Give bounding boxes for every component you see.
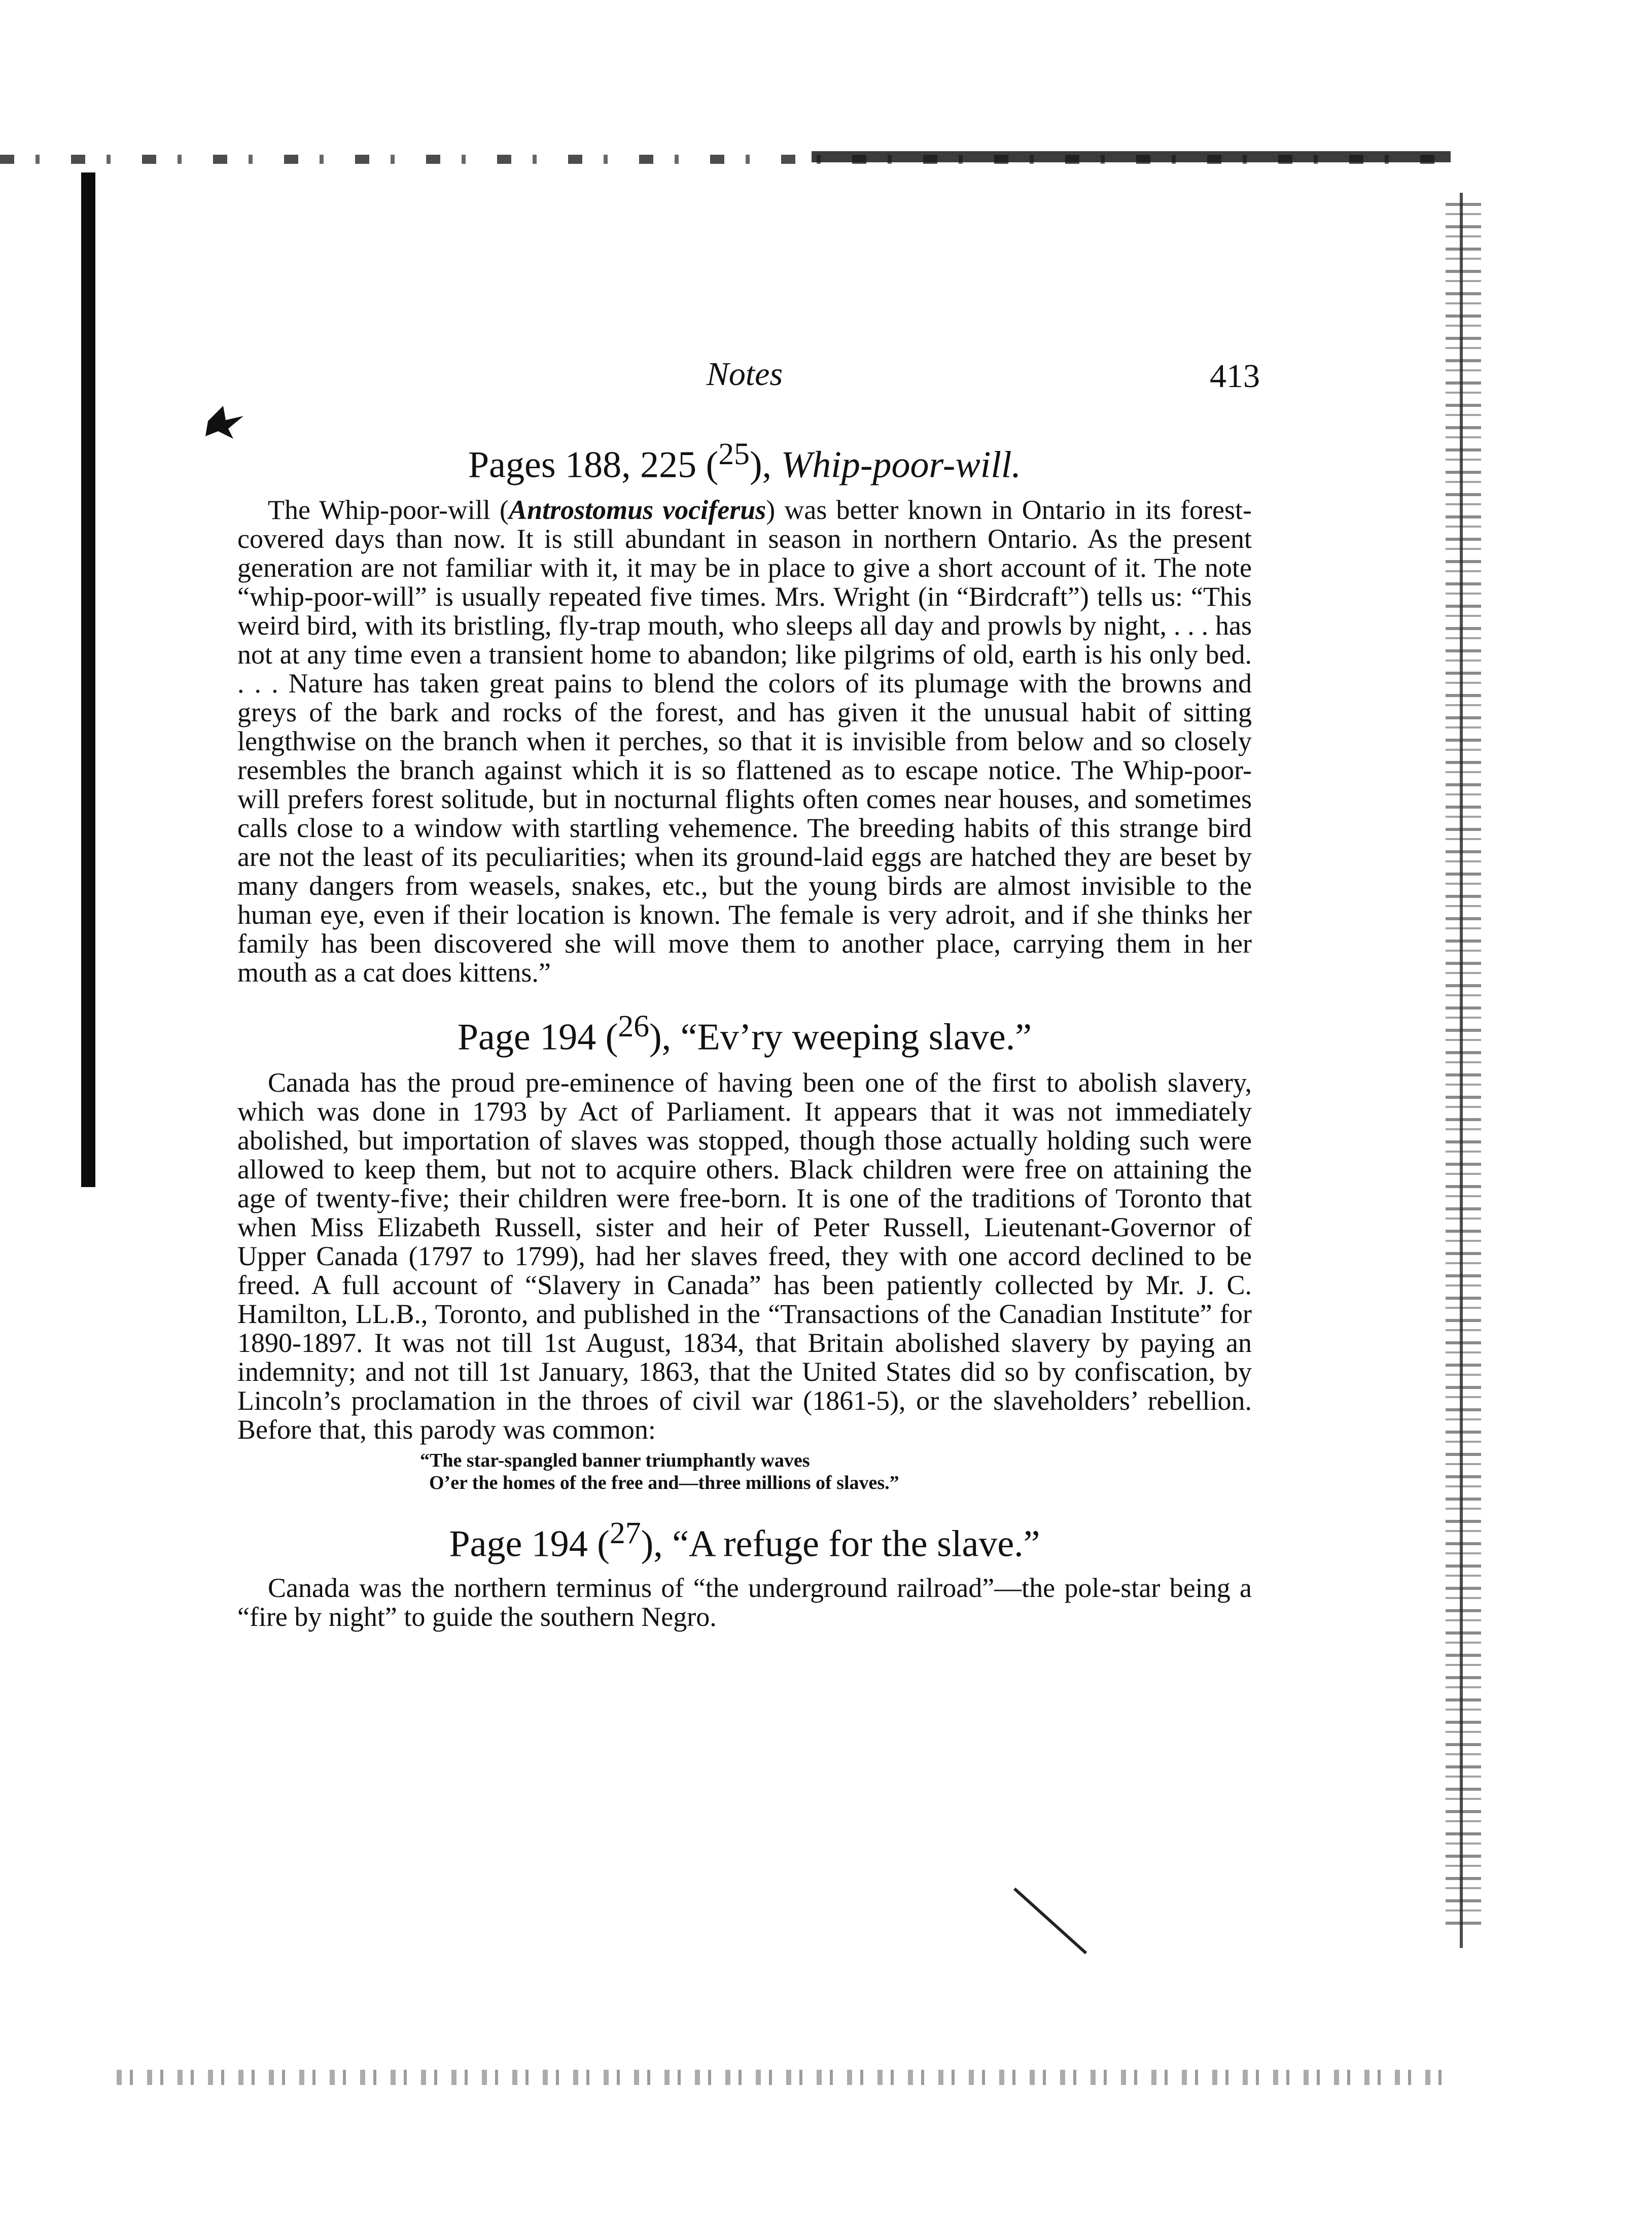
heading-quote: “A refuge for the slave.” <box>672 1523 1040 1565</box>
page-content <box>237 345 1260 1632</box>
heading-quote: “Ev’ry weeping slave.” <box>680 1017 1032 1059</box>
section-heading-whip-poor-will <box>237 435 1252 488</box>
scan-binding-shadow <box>81 172 95 1187</box>
running-head <box>237 345 1260 406</box>
heading-note: 26 <box>618 1009 650 1044</box>
scan-edge-bottom <box>117 2070 1446 2085</box>
section-body-weeping-slave: Canada has the proud pre-eminence of having been one of the first to abolish slavery, which was done in 1793 by Act of Parliament. It appears that it was not immediately abolished, but importation of slaves was stopped, though those actually holding such were allowed to keep them, but not to acquire others. Black children were free on attaining the age of twenty-five; their children were free-born. It is one of the traditions of Toronto that when Miss Elizabeth Russell, sister and heir of Peter Russell, Lieutenant-Governor of Upper Canada (1797 to 1799), had her slaves freed, they with one accord declined to be freed. A full account of “Slavery in Canada” has been patiently collected by Mr. J. C. Hamilton, LL.B., Toronto, and published in the “Transactions of the Canadian Institute” for 1890-1897. It was not till 1st August, 1834, that Britain abolished slavery by paying an indemnity; and not till 1st January, 1863, that the United States did so by confiscation, by Lincoln’s proclamation in the throes of civil war (1861-5), or the slaveholders’ rebellion. Before that, this parody was common: <box>237 1067 1252 1445</box>
section-body-whip-poor-will <box>237 496 1252 987</box>
page-number: 413 <box>1210 358 1260 395</box>
section-heading-weeping-slave <box>237 1007 1252 1060</box>
heading-mid: ), <box>649 1017 681 1059</box>
scan-edge-right-line <box>1460 193 1463 1948</box>
heading-italic: Whip-poor-will. <box>781 444 1021 486</box>
latin-name: Antrostomus vociferus <box>509 495 766 526</box>
heading-mid: ), <box>641 1523 673 1565</box>
heading-prefix: Page 194 ( <box>449 1523 610 1565</box>
running-head-title: Notes <box>706 356 783 393</box>
verse-line: “The star-spangled banner triumphantly waves <box>420 1449 810 1471</box>
heading-prefix: Page 194 ( <box>457 1017 618 1059</box>
heading-prefix: Pages 188, 225 ( <box>468 444 719 486</box>
scan-edge-top-dark <box>812 151 1451 162</box>
heading-note: 27 <box>609 1515 641 1550</box>
body-before: The Whip-poor-will ( <box>268 495 509 526</box>
verse-line: O’er the homes of the free and—three millions of slaves.” <box>429 1472 899 1493</box>
parody-verse <box>420 1449 1252 1494</box>
pen-stroke-mark <box>1013 1888 1087 1955</box>
heading-mid: ), <box>749 444 781 486</box>
heading-note: 25 <box>718 437 750 471</box>
scan-edge-right <box>1446 203 1481 1928</box>
section-heading-refuge <box>237 1514 1252 1567</box>
body-after: ) was better known in Ontario in its forest-covered days than now. It is still abundant in season in northern Ontario. As the present generation are not familiar with it, it may be in place to give a short account of it. The note “whip-poor-will” is usually repeated five times. Mrs. Wright (in “Birdcraft”) tells us: “This weird bird, with its bristling, fly-trap mouth, who sleeps all day and prowls by night, . . . has not at any time even a transient home to abandon; like pilgrims of old, earth is his only bed. . . . Nature has taken great pains to blend the colors of its plumage with the browns and greys of the bark and rocks of the forest, and has given it the unusual habit of sitting lengthwise on the branch when it perches, so that it is invisible from below and so closely resembles the branch against which it is so flattened as to escape notice. The Whip-poor-will prefers forest solitude, but in nocturnal flights often comes near houses, and sometimes calls close to a window with startling vehemence. The breeding habits of this strange bird are not the least of its peculiarities; when its ground-laid eggs are hatched they are beset by many dangers from weasels, snakes, etc., but the young birds are almost invisible to the human eye, even if their location is known. The female is very adroit, and if she thinks her family has been discovered she will move them to another place, carrying them in her mouth as a cat does kittens.” <box>237 495 1252 988</box>
section-body-refuge: Canada was the northern terminus of “the underground railroad”—the pole-star being a “fire by night” to guide the southern Negro. <box>237 1573 1252 1632</box>
